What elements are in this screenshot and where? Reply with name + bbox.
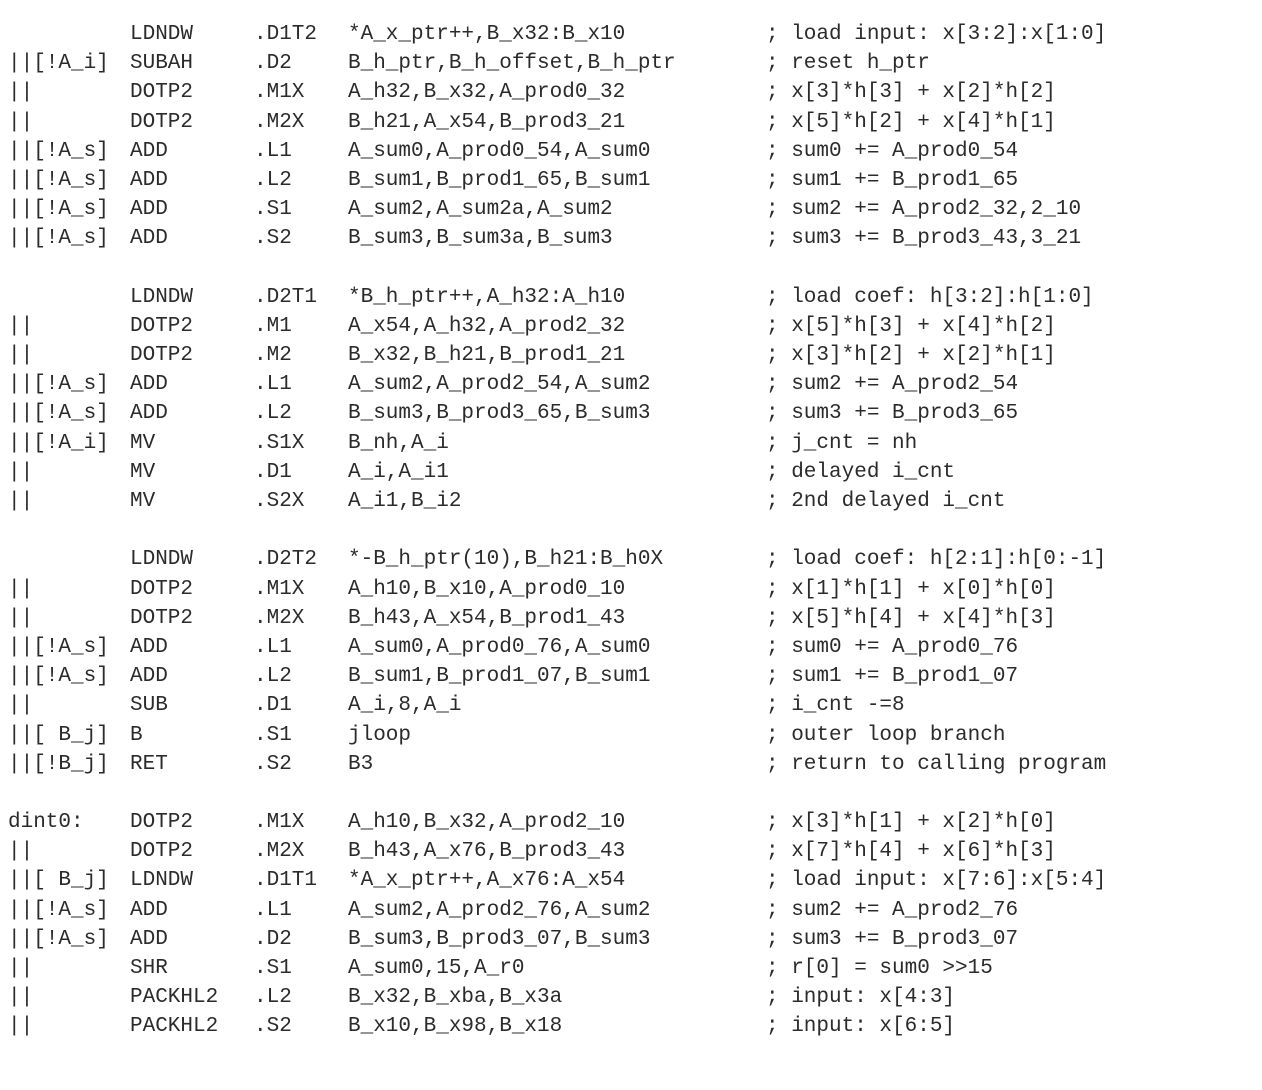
comment: ; x[1]*h[1] + x[0]*h[0] [766, 577, 1056, 601]
comment: ; sum2 += A_prod2_54 [766, 373, 1019, 397]
operands: *-B_h_ptr(10),B_h21:B_h0X [348, 548, 664, 572]
functional-unit: .S2X [254, 490, 305, 513]
parallel-condition: || [8, 606, 34, 630]
operands: B_sum1,B_prod1_65,B_sum1 [348, 168, 651, 192]
parallel-condition: || [8, 1015, 34, 1039]
code-line [0, 866, 1262, 895]
operands: A_i,8,A_i [348, 694, 462, 718]
operands: A_h10,B_x10,A_prod0_10 [348, 577, 626, 601]
code-line [0, 458, 1262, 487]
operands: A_sum0,15,A_r0 [348, 957, 525, 980]
functional-unit: .L1 [254, 898, 292, 922]
opcode: B [130, 723, 143, 747]
functional-unit: .S1 [254, 723, 292, 747]
line-prefix [8, 925, 109, 954]
line-prefix [8, 312, 33, 341]
comment: ; x[3]*h[2] + x[2]*h[1] [766, 344, 1056, 368]
parallel-condition: || [8, 81, 34, 105]
functional-unit: .D2T2 [254, 548, 318, 572]
code-line [0, 545, 1262, 574]
comment: ; sum2 += A_prod2_76 [766, 898, 1019, 922]
line-prefix [8, 808, 84, 837]
opcode: ADD [130, 198, 168, 222]
opcode: SHR [130, 957, 168, 980]
parallel-condition: ||[!A_s] [8, 402, 109, 426]
parallel-condition: || [8, 314, 34, 338]
line-prefix [8, 983, 33, 1012]
operands: A_sum2,A_sum2a,A_sum2 [348, 198, 613, 222]
code-line [0, 20, 1262, 49]
parallel-condition: ||[ B_j] [8, 723, 109, 747]
parallel-condition: || [8, 694, 34, 718]
operands: A_sum0,A_prod0_76,A_sum0 [348, 635, 651, 659]
operands: B_sum3,B_prod3_65,B_sum3 [348, 402, 651, 426]
operands: B_sum3,B_sum3a,B_sum3 [348, 227, 613, 251]
opcode: ADD [130, 168, 168, 192]
functional-unit: .M1 [254, 314, 292, 338]
operands: B_nh,A_i [348, 431, 449, 455]
functional-unit: .L2 [254, 168, 292, 192]
functional-unit: .S2 [254, 1015, 292, 1039]
parallel-condition: || [8, 986, 34, 1010]
line-prefix [8, 575, 33, 604]
parallel-condition: ||[!A_s] [8, 665, 109, 689]
instruction-packet [0, 283, 1262, 517]
comment: ; x[5]*h[4] + x[4]*h[3] [766, 606, 1056, 630]
code-line [0, 487, 1262, 516]
opcode: ADD [130, 373, 168, 397]
functional-unit: .M1X [254, 811, 305, 835]
functional-unit: .S2 [254, 227, 292, 251]
functional-unit: .M2X [254, 606, 305, 630]
comment: ; r[0] = sum0 >>15 [766, 957, 993, 980]
code-line [0, 137, 1262, 166]
code-line [0, 925, 1262, 954]
code-line [0, 575, 1262, 604]
code-line [0, 224, 1262, 253]
line-prefix [8, 370, 109, 399]
opcode: DOTP2 [130, 840, 194, 864]
opcode: DOTP2 [130, 81, 194, 105]
parallel-condition: || [8, 490, 34, 513]
operands: B_x10,B_x98,B_x18 [348, 1015, 563, 1039]
code-line [0, 633, 1262, 662]
comment: ; input: x[4:3] [766, 986, 956, 1010]
opcode: SUBAH [130, 52, 194, 76]
code-line [0, 837, 1262, 866]
operands: A_sum0,A_prod0_54,A_sum0 [348, 139, 651, 163]
opcode: ADD [130, 665, 168, 689]
functional-unit: .S1 [254, 957, 292, 980]
opcode: PACKHL2 [130, 1015, 219, 1039]
parallel-condition: ||[!A_s] [8, 635, 109, 659]
comment: ; 2nd delayed i_cnt [766, 490, 1006, 513]
code-line [0, 166, 1262, 195]
comment: ; x[3]*h[1] + x[2]*h[0] [766, 811, 1056, 835]
operands: A_h10,B_x32,A_prod2_10 [348, 811, 626, 835]
parallel-condition: ||[!A_s] [8, 227, 109, 251]
operands: A_h32,B_x32,A_prod0_32 [348, 81, 626, 105]
functional-unit: .M1X [254, 577, 305, 601]
operands: *A_x_ptr++,B_x32:B_x10 [348, 23, 626, 46]
code-line [0, 195, 1262, 224]
line-prefix [8, 662, 109, 691]
line-prefix [8, 166, 109, 195]
line-prefix [8, 487, 33, 516]
opcode: LDNDW [130, 23, 194, 46]
code-line [0, 662, 1262, 691]
line-prefix [8, 195, 109, 224]
opcode: ADD [130, 898, 168, 922]
line-prefix [8, 108, 33, 137]
parallel-condition: || [8, 577, 34, 601]
functional-unit: .L1 [254, 635, 292, 659]
line-prefix [8, 866, 109, 895]
parallel-condition: || [8, 957, 34, 980]
operands: A_sum2,A_prod2_54,A_sum2 [348, 373, 651, 397]
line-prefix [8, 750, 109, 779]
parallel-condition: ||[!A_s] [8, 198, 109, 222]
operands: B_x32,B_xba,B_x3a [348, 986, 563, 1010]
code-line [0, 341, 1262, 370]
functional-unit: .D1 [254, 694, 292, 718]
functional-unit: .D1T2 [254, 23, 318, 46]
functional-unit: .S1X [254, 431, 305, 455]
functional-unit: .D2 [254, 52, 292, 76]
functional-unit: .L2 [254, 402, 292, 426]
parallel-condition: ||[!A_s] [8, 927, 109, 951]
comment: ; sum2 += A_prod2_32,2_10 [766, 198, 1082, 222]
code-line [0, 108, 1262, 137]
opcode: MV [130, 431, 156, 455]
line-prefix [8, 49, 109, 78]
opcode: LDNDW [130, 285, 194, 309]
code-line [0, 750, 1262, 779]
opcode: LDNDW [130, 548, 194, 572]
opcode: DOTP2 [130, 314, 194, 338]
functional-unit: .S1 [254, 198, 292, 222]
parallel-condition: ||[ B_j] [8, 869, 109, 893]
opcode: LDNDW [130, 869, 194, 893]
code-line [0, 49, 1262, 78]
comment: ; load coef: h[3:2]:h[1:0] [766, 285, 1094, 309]
comment: ; i_cnt -=8 [766, 694, 905, 718]
code-line [0, 312, 1262, 341]
opcode: ADD [130, 635, 168, 659]
functional-unit: .L1 [254, 373, 292, 397]
opcode: ADD [130, 227, 168, 251]
line-prefix [8, 1012, 33, 1041]
parallel-condition: || [8, 110, 34, 134]
code-line [0, 604, 1262, 633]
opcode: SUB [130, 694, 168, 718]
line-prefix [8, 896, 109, 925]
opcode: ADD [130, 139, 168, 163]
functional-unit: .S2 [254, 752, 292, 776]
opcode: MV [130, 490, 156, 513]
comment: ; x[7]*h[4] + x[6]*h[3] [766, 840, 1056, 864]
operands: A_sum2,A_prod2_76,A_sum2 [348, 898, 651, 922]
code-line [0, 721, 1262, 750]
comment: ; load input: x[3:2]:x[1:0] [766, 23, 1107, 46]
opcode: PACKHL2 [130, 986, 219, 1010]
line-prefix [8, 604, 33, 633]
comment: ; j_cnt = nh [766, 431, 918, 455]
opcode: ADD [130, 927, 168, 951]
block-separator [0, 516, 1262, 545]
operands: *B_h_ptr++,A_h32:A_h10 [348, 285, 626, 309]
opcode: RET [130, 752, 168, 776]
operands: B3 [348, 752, 374, 776]
functional-unit: .L1 [254, 139, 292, 163]
opcode: MV [130, 460, 156, 484]
instruction-packet [0, 545, 1262, 779]
comment: ; x[5]*h[3] + x[4]*h[2] [766, 314, 1056, 338]
comment: ; sum0 += A_prod0_76 [766, 635, 1019, 659]
functional-unit: .D2T1 [254, 285, 318, 309]
operands: B_x32,B_h21,B_prod1_21 [348, 344, 626, 368]
code-line [0, 691, 1262, 720]
parallel-condition: || [8, 460, 34, 484]
opcode: DOTP2 [130, 606, 194, 630]
line-prefix [8, 341, 33, 370]
comment: ; delayed i_cnt [766, 460, 956, 484]
functional-unit: .M2X [254, 110, 305, 134]
opcode: DOTP2 [130, 344, 194, 368]
code-line [0, 1012, 1262, 1041]
code-line [0, 283, 1262, 312]
parallel-condition: ||[!B_j] [8, 752, 109, 776]
functional-unit: .D1 [254, 460, 292, 484]
comment: ; sum0 += A_prod0_54 [766, 139, 1019, 163]
block-separator [0, 779, 1262, 808]
code-line [0, 896, 1262, 925]
line-prefix [8, 954, 33, 983]
operands: A_i1,B_i2 [348, 490, 462, 513]
parallel-condition: || [8, 344, 34, 368]
operands: *A_x_ptr++,A_x76:A_x54 [348, 869, 626, 893]
parallel-condition: ||[!A_s] [8, 898, 109, 922]
comment: ; input: x[6:5] [766, 1015, 956, 1039]
operands: A_i,A_i1 [348, 460, 449, 484]
functional-unit: .L2 [254, 665, 292, 689]
comment: ; x[3]*h[3] + x[2]*h[2] [766, 81, 1056, 105]
line-prefix [8, 458, 33, 487]
functional-unit: .M1X [254, 81, 305, 105]
operands: jloop [348, 723, 412, 747]
code-label: dint0: [8, 811, 84, 835]
parallel-condition: ||[!A_s] [8, 168, 109, 192]
functional-unit: .M2X [254, 840, 305, 864]
functional-unit: .M2 [254, 344, 292, 368]
parallel-condition: ||[!A_i] [8, 52, 109, 76]
operands: B_sum3,B_prod3_07,B_sum3 [348, 927, 651, 951]
comment: ; sum3 += B_prod3_07 [766, 927, 1019, 951]
block-separator [0, 254, 1262, 283]
opcode: DOTP2 [130, 811, 194, 835]
code-line [0, 370, 1262, 399]
line-prefix [8, 429, 109, 458]
code-line [0, 78, 1262, 107]
functional-unit: .L2 [254, 986, 292, 1010]
parallel-condition: ||[!A_s] [8, 139, 109, 163]
code-line [0, 983, 1262, 1012]
opcode: DOTP2 [130, 110, 194, 134]
comment: ; load input: x[7:6]:x[5:4] [766, 869, 1107, 893]
functional-unit: .D2 [254, 927, 292, 951]
line-prefix [8, 399, 109, 428]
line-prefix [8, 691, 33, 720]
line-prefix [8, 224, 109, 253]
comment: ; sum3 += B_prod3_65 [766, 402, 1019, 426]
parallel-condition: ||[!A_s] [8, 373, 109, 397]
comment: ; sum1 += B_prod1_65 [766, 168, 1019, 192]
operands: B_h43,A_x76,B_prod3_43 [348, 840, 626, 864]
comment: ; outer loop branch [766, 723, 1006, 747]
code-line [0, 429, 1262, 458]
line-prefix [8, 633, 109, 662]
opcode: ADD [130, 402, 168, 426]
operands: B_h_ptr,B_h_offset,B_h_ptr [348, 52, 676, 76]
line-prefix [8, 721, 109, 750]
comment: ; sum3 += B_prod3_43,3_21 [766, 227, 1082, 251]
comment: ; x[5]*h[2] + x[4]*h[1] [766, 110, 1056, 134]
functional-unit: .D1T1 [254, 869, 318, 893]
operands: B_h21,A_x54,B_prod3_21 [348, 110, 626, 134]
line-prefix [8, 137, 109, 166]
code-line [0, 399, 1262, 428]
comment: ; load coef: h[2:1]:h[0:-1] [766, 548, 1107, 572]
instruction-packet [0, 808, 1262, 1042]
parallel-condition: || [8, 840, 34, 864]
comment: ; reset h_ptr [766, 52, 930, 76]
line-prefix [8, 78, 33, 107]
operands: B_sum1,B_prod1_07,B_sum1 [348, 665, 651, 689]
instruction-packet [0, 20, 1262, 254]
comment: ; sum1 += B_prod1_07 [766, 665, 1019, 689]
code-line [0, 808, 1262, 837]
code-line [0, 954, 1262, 983]
operands: B_h43,A_x54,B_prod1_43 [348, 606, 626, 630]
line-prefix [8, 837, 33, 866]
operands: A_x54,A_h32,A_prod2_32 [348, 314, 626, 338]
opcode: DOTP2 [130, 577, 194, 601]
assembly-listing [0, 20, 1262, 1042]
comment: ; return to calling program [766, 752, 1107, 776]
parallel-condition: ||[!A_i] [8, 431, 109, 455]
